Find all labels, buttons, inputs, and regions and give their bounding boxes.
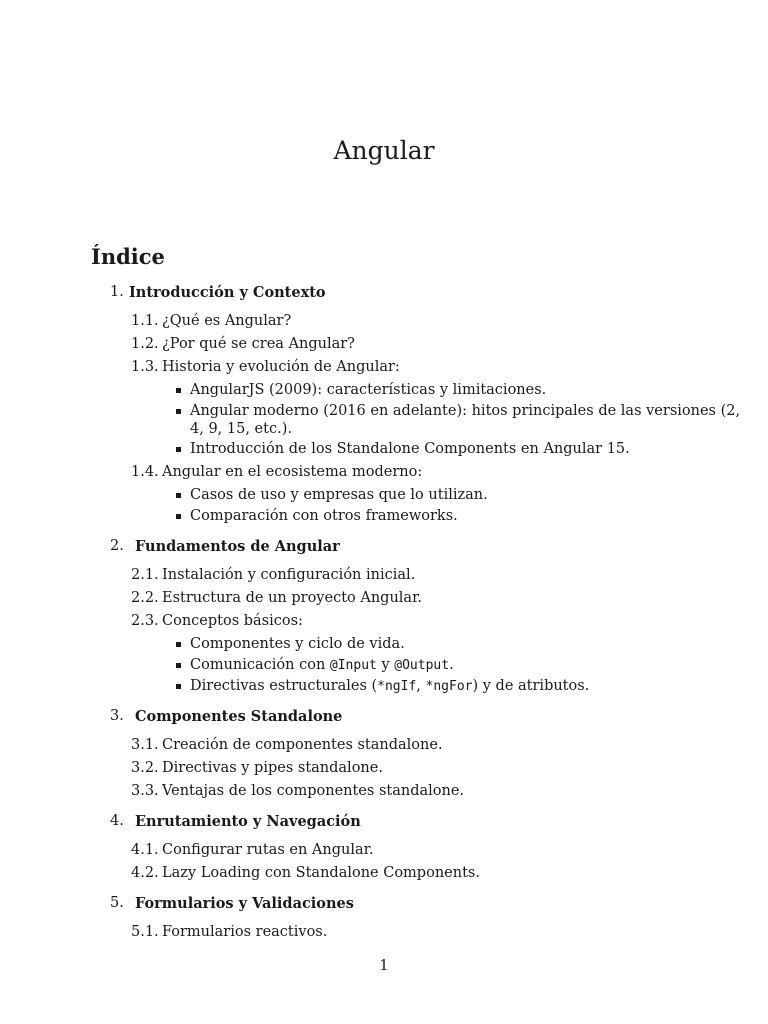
toc-bullet-label: Componentes y ciclo de vida. bbox=[190, 636, 405, 652]
toc-subsection-label: Conceptos básicos: bbox=[162, 613, 303, 629]
code-fragment: *ngFor bbox=[425, 679, 473, 694]
bullet-square-icon bbox=[176, 447, 181, 452]
toc-bullet-label: AngularJS (2009): características y limitaciones. bbox=[190, 382, 547, 398]
toc-section-number: 2. bbox=[110, 538, 124, 554]
toc-subsection-label: Instalación y configuración inicial. bbox=[162, 567, 416, 583]
toc-subsection-label: Angular en el ecosistema moderno: bbox=[162, 464, 423, 480]
toc-bullet-label: Angular moderno (2016 en adelante): hitos principales de las versiones (2, bbox=[190, 403, 741, 419]
toc-subsection-label: Ventajas de los componentes standalone. bbox=[162, 783, 465, 799]
toc-subsection-label: Historia y evolución de Angular: bbox=[162, 359, 400, 375]
toc-bullet-label bbox=[190, 677, 589, 696]
text-fragment: Directivas estructurales ( bbox=[190, 678, 378, 694]
text-fragment: , bbox=[416, 678, 426, 694]
toc-subsection-label: ¿Qué es Angular? bbox=[162, 313, 292, 329]
text-fragment: . bbox=[449, 657, 454, 673]
toc-section-number: 3. bbox=[110, 708, 124, 724]
toc-section-label: Formularios y Validaciones bbox=[135, 895, 354, 912]
toc-subsection-number: 1.2. bbox=[131, 336, 159, 352]
toc-subsection-label: Formularios reactivos. bbox=[162, 924, 328, 940]
toc-subsection-label: Configurar rutas en Angular. bbox=[162, 842, 374, 858]
bullet-square-icon bbox=[176, 514, 181, 519]
code-fragment: *ngIf bbox=[377, 679, 417, 694]
bullet-square-icon bbox=[176, 684, 181, 689]
code-fragment: @Input bbox=[329, 658, 377, 673]
toc-section-label: Fundamentos de Angular bbox=[135, 538, 340, 555]
toc-subsection-number: 1.4. bbox=[131, 464, 159, 480]
document-title: Angular bbox=[333, 136, 435, 165]
toc-bullet-label: Casos de uso y empresas que lo utilizan. bbox=[190, 487, 488, 503]
toc-subsection-label: Directivas y pipes standalone. bbox=[162, 760, 383, 776]
toc-section-number: 5. bbox=[110, 895, 124, 911]
toc-subsection-number: 4.2. bbox=[131, 865, 159, 881]
text-fragment: y bbox=[376, 657, 395, 673]
toc-section-number: 1. bbox=[110, 284, 124, 300]
toc-subsection-label: ¿Por qué se crea Angular? bbox=[162, 336, 355, 352]
toc-bullet-label: Introducción de los Standalone Components en Angular 15. bbox=[190, 441, 630, 457]
toc-bullet-label: Comparación con otros frameworks. bbox=[190, 508, 458, 524]
bullet-square-icon bbox=[176, 642, 181, 647]
toc-section-label: Enrutamiento y Navegación bbox=[135, 813, 361, 830]
code-fragment: @Output bbox=[394, 658, 450, 673]
bullet-square-icon bbox=[176, 493, 181, 498]
toc-subsection-number: 2.2. bbox=[131, 590, 159, 606]
toc-section-number: 4. bbox=[110, 813, 124, 829]
toc-bullet-label: 4, 9, 15, etc.). bbox=[190, 421, 292, 437]
toc-subsection-number: 2.1. bbox=[131, 567, 159, 583]
toc-heading: Índice bbox=[91, 244, 165, 269]
toc-subsection-label: Estructura de un proyecto Angular. bbox=[162, 590, 423, 606]
toc-bullet-label bbox=[190, 656, 454, 675]
toc-section-label: Componentes Standalone bbox=[135, 708, 343, 725]
toc-subsection-number: 2.3. bbox=[131, 613, 159, 629]
toc-subsection-label: Lazy Loading con Standalone Components. bbox=[162, 865, 480, 881]
toc-subsection-number: 1.3. bbox=[131, 359, 159, 375]
toc-subsection-number: 1.1. bbox=[131, 313, 159, 329]
bullet-square-icon bbox=[176, 663, 181, 668]
toc-subsection-number: 4.1. bbox=[131, 842, 159, 858]
toc-subsection-number: 5.1. bbox=[131, 924, 159, 940]
bullet-square-icon bbox=[176, 409, 181, 414]
text-fragment: Comunicación con bbox=[190, 657, 330, 673]
toc-subsection-number: 3.3. bbox=[131, 783, 159, 799]
toc-subsection-number: 3.1. bbox=[131, 737, 159, 753]
toc-subsection-label: Creación de componentes standalone. bbox=[162, 737, 443, 753]
text-fragment: ) y de atributos. bbox=[472, 678, 590, 694]
page-number: 1 bbox=[379, 958, 389, 974]
bullet-square-icon bbox=[176, 388, 181, 393]
toc-subsection-number: 3.2. bbox=[131, 760, 159, 776]
toc-section-label: Introducción y Contexto bbox=[129, 284, 326, 301]
